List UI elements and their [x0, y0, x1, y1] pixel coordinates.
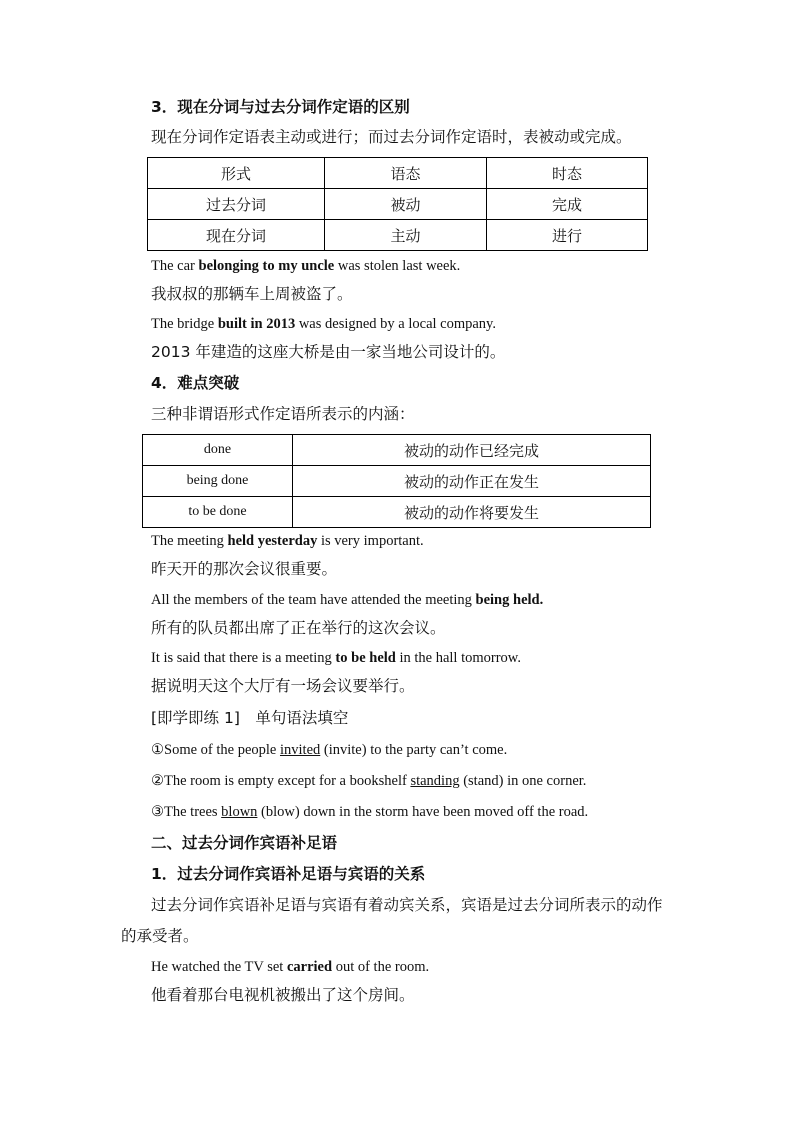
table-cell: 完成 [487, 189, 648, 220]
example-text: The meeting [151, 533, 228, 549]
table-cell: 主动 [325, 220, 487, 251]
example-text: The bridge [151, 316, 218, 332]
practice-question [151, 740, 507, 760]
example-highlight: to be held [335, 650, 396, 666]
example-translation: 昨天开的那次会议很重要。 [151, 560, 338, 578]
example-text: It is said that there is a meeting [151, 650, 336, 666]
section-2-heading [151, 833, 337, 853]
answer-blank: blown [221, 804, 258, 820]
table-row [143, 497, 651, 528]
example-sentence [151, 256, 460, 276]
question-text: ③The trees [151, 804, 222, 820]
table-row [148, 189, 648, 220]
example-translation: 所有的队员都出席了正在举行的这次会议。 [151, 619, 446, 637]
question-text: (blow) down in the storm have been moved off the road. [257, 804, 589, 820]
question-text: ①Some of the people [151, 742, 280, 758]
question-text: (stand) in one corner. [459, 773, 587, 789]
answer-blank: standing [410, 773, 460, 789]
example-translation: 2013 年建造的这座大桥是由一家当地公司设计的。 [151, 343, 506, 361]
non-finite-forms-table [142, 434, 651, 528]
answer-blank: invited [279, 742, 321, 758]
table-header-cell: 语态 [325, 158, 487, 189]
practice-question [151, 771, 586, 791]
table-row [143, 435, 651, 466]
practice-question [151, 802, 588, 822]
example-text: is very important. [317, 533, 424, 549]
table-row [148, 220, 648, 251]
table-cell: done [143, 435, 293, 466]
section-4-intro: 三种非谓语形式作定语所表示的内涵： [151, 405, 415, 423]
section-2-heading-text: 二、过去分词作宾语补足语 [151, 834, 338, 852]
example-text: in the hall tomorrow. [395, 650, 521, 666]
example-text: He watched the TV set [151, 959, 287, 975]
table-cell: 被动的动作已经完成 [293, 435, 651, 466]
example-text: All the members of the team have attended the meeting [151, 592, 476, 608]
example-highlight: belonging to my uncle [198, 258, 335, 274]
table-cell: 现在分词 [148, 220, 325, 251]
example-sentence [151, 648, 521, 668]
example-highlight: carried [286, 959, 333, 975]
table-row [143, 466, 651, 497]
paragraph-line: 的承受者。 [121, 927, 199, 945]
section-2-sub-heading [151, 864, 425, 884]
example-highlight: held yesterday [227, 533, 318, 549]
example-translation: 我叔叔的那辆车上周被盗了。 [151, 285, 353, 303]
practice-heading: [即学即练 1] 单句语法填空 [151, 709, 349, 727]
example-sentence [151, 531, 424, 551]
example-sentence [151, 957, 429, 977]
question-text: ②The room is empty except for a bookshelf [151, 773, 411, 789]
table-cell: to be done [143, 497, 293, 528]
example-highlight: being held. [475, 592, 544, 608]
section-3-heading-text: 3．现在分词与过去分词作定语的区别 [151, 98, 410, 116]
table-cell: 被动 [325, 189, 487, 220]
example-sentence [151, 590, 543, 610]
table-cell: 被动的动作正在发生 [293, 466, 651, 497]
section-4-heading-text: 4．难点突破 [151, 374, 240, 392]
example-text: was stolen last week. [334, 258, 461, 274]
section-3-intro: 现在分词作定语表主动或进行；而过去分词作定语时，表被动或完成。 [151, 128, 632, 146]
table-cell: 被动的动作将要发生 [293, 497, 651, 528]
example-text: The car [151, 258, 199, 274]
example-highlight: built in 2013 [217, 316, 296, 332]
example-sentence [151, 314, 496, 334]
section-4-heading [151, 373, 239, 393]
table-header-cell: 形式 [148, 158, 325, 189]
table-cell: 进行 [487, 220, 648, 251]
table-cell: being done [143, 466, 293, 497]
paragraph-line: 过去分词作宾语补足语与宾语有着动宾关系，宾语是过去分词所表示的动作 [151, 896, 663, 914]
example-translation: 据说明天这个大厅有一场会议要举行。 [151, 677, 415, 695]
table-cell: 过去分词 [148, 189, 325, 220]
example-text: was designed by a local company. [295, 316, 496, 332]
sub-heading-text: 1．过去分词作宾语补足语与宾语的关系 [151, 865, 426, 883]
example-translation: 他看着那台电视机被搬出了这个房间。 [151, 986, 415, 1004]
question-text: (invite) to the party can’t come. [320, 742, 508, 758]
table-header-row [148, 158, 648, 189]
example-text: out of the room. [332, 959, 430, 975]
table-header-cell: 时态 [487, 158, 648, 189]
section-3-heading [151, 97, 410, 117]
participle-comparison-table [147, 157, 648, 251]
